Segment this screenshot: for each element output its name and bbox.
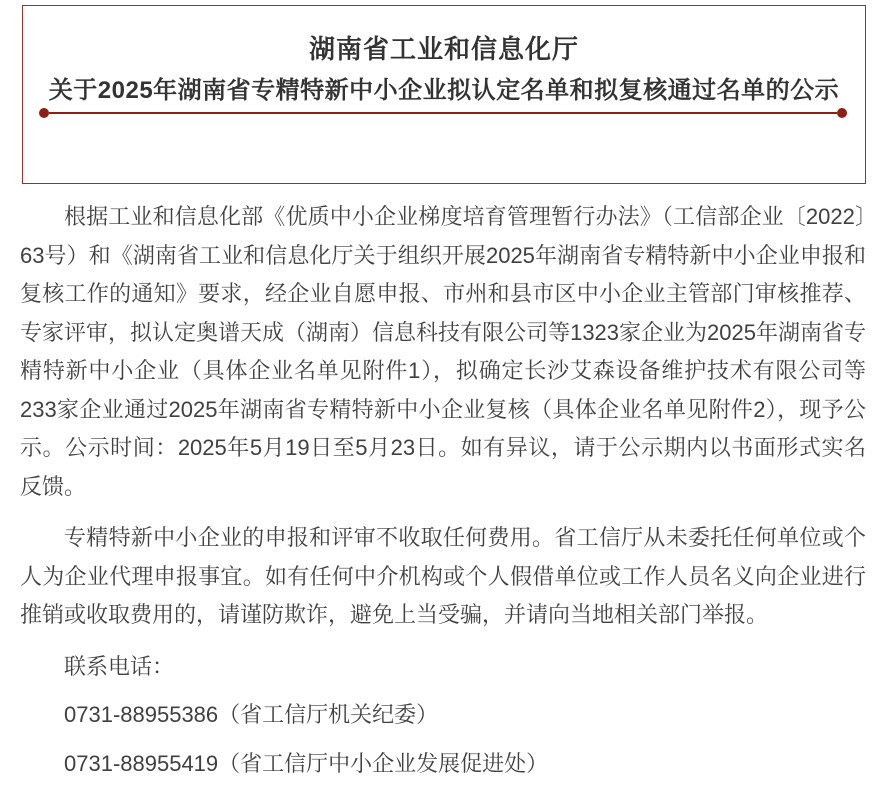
announcement-body — [20, 198, 866, 789]
org-title: 湖南省工业和信息化厅 — [308, 34, 579, 64]
announcement-title: 关于2025年湖南省专精特新中小企业拟认定名单和拟复核通过名单的公示 — [48, 77, 840, 105]
rule-left-dot-icon — [39, 108, 49, 118]
contact-label: 联系电话： — [64, 653, 175, 679]
paragraph-basis: 根据工业和信息化部《优质中小企业梯度培育管理暂行办法》（工信部企业〔2022〕63号）和《湖南省工业和信息化厅关于组织开展2025年湖南省专精特新中小企业申报和复核工作的通知》要求，经企业自愿申报、市州和县市区中小企业主管部门审核推荐、专家评审，拟认定奥谱天成（湖南）信息科技有限公司等1323家企业为2025年湖南省专精特新中小企业（具体企业名单见附件1），拟确定长沙艾森设备维护技术有限公司等233家企业通过2025年湖南省专精特新中小企业复核（具体企业名单见附件2），现予公示。公示时间：2025年5月19日至5月23日。如有异议，请于公示期内以书面形式实名反馈。 — [20, 204, 866, 499]
rule-right-dot-icon — [837, 108, 847, 118]
header-box — [22, 5, 866, 184]
phone-line-1: 0731-88955386（省工信厅机关纪委） — [64, 702, 439, 727]
paragraph-warning: 专精特新中小企业的申报和评审不收取任何费用。省工信厅从未委托任何单位或个人为企业代理申报事宜。如有任何中介机构或个人假借单位或工作人员名义向企业进行推销或收取费用的，请谨防欺诈，避免上当受骗，并请向当地相关部门举报。 — [20, 525, 866, 627]
rule-line — [49, 112, 837, 114]
decorative-rule — [39, 107, 847, 118]
phone-line-2: 0731-88955419（省工信厅中小企业发展促进处） — [64, 750, 549, 776]
